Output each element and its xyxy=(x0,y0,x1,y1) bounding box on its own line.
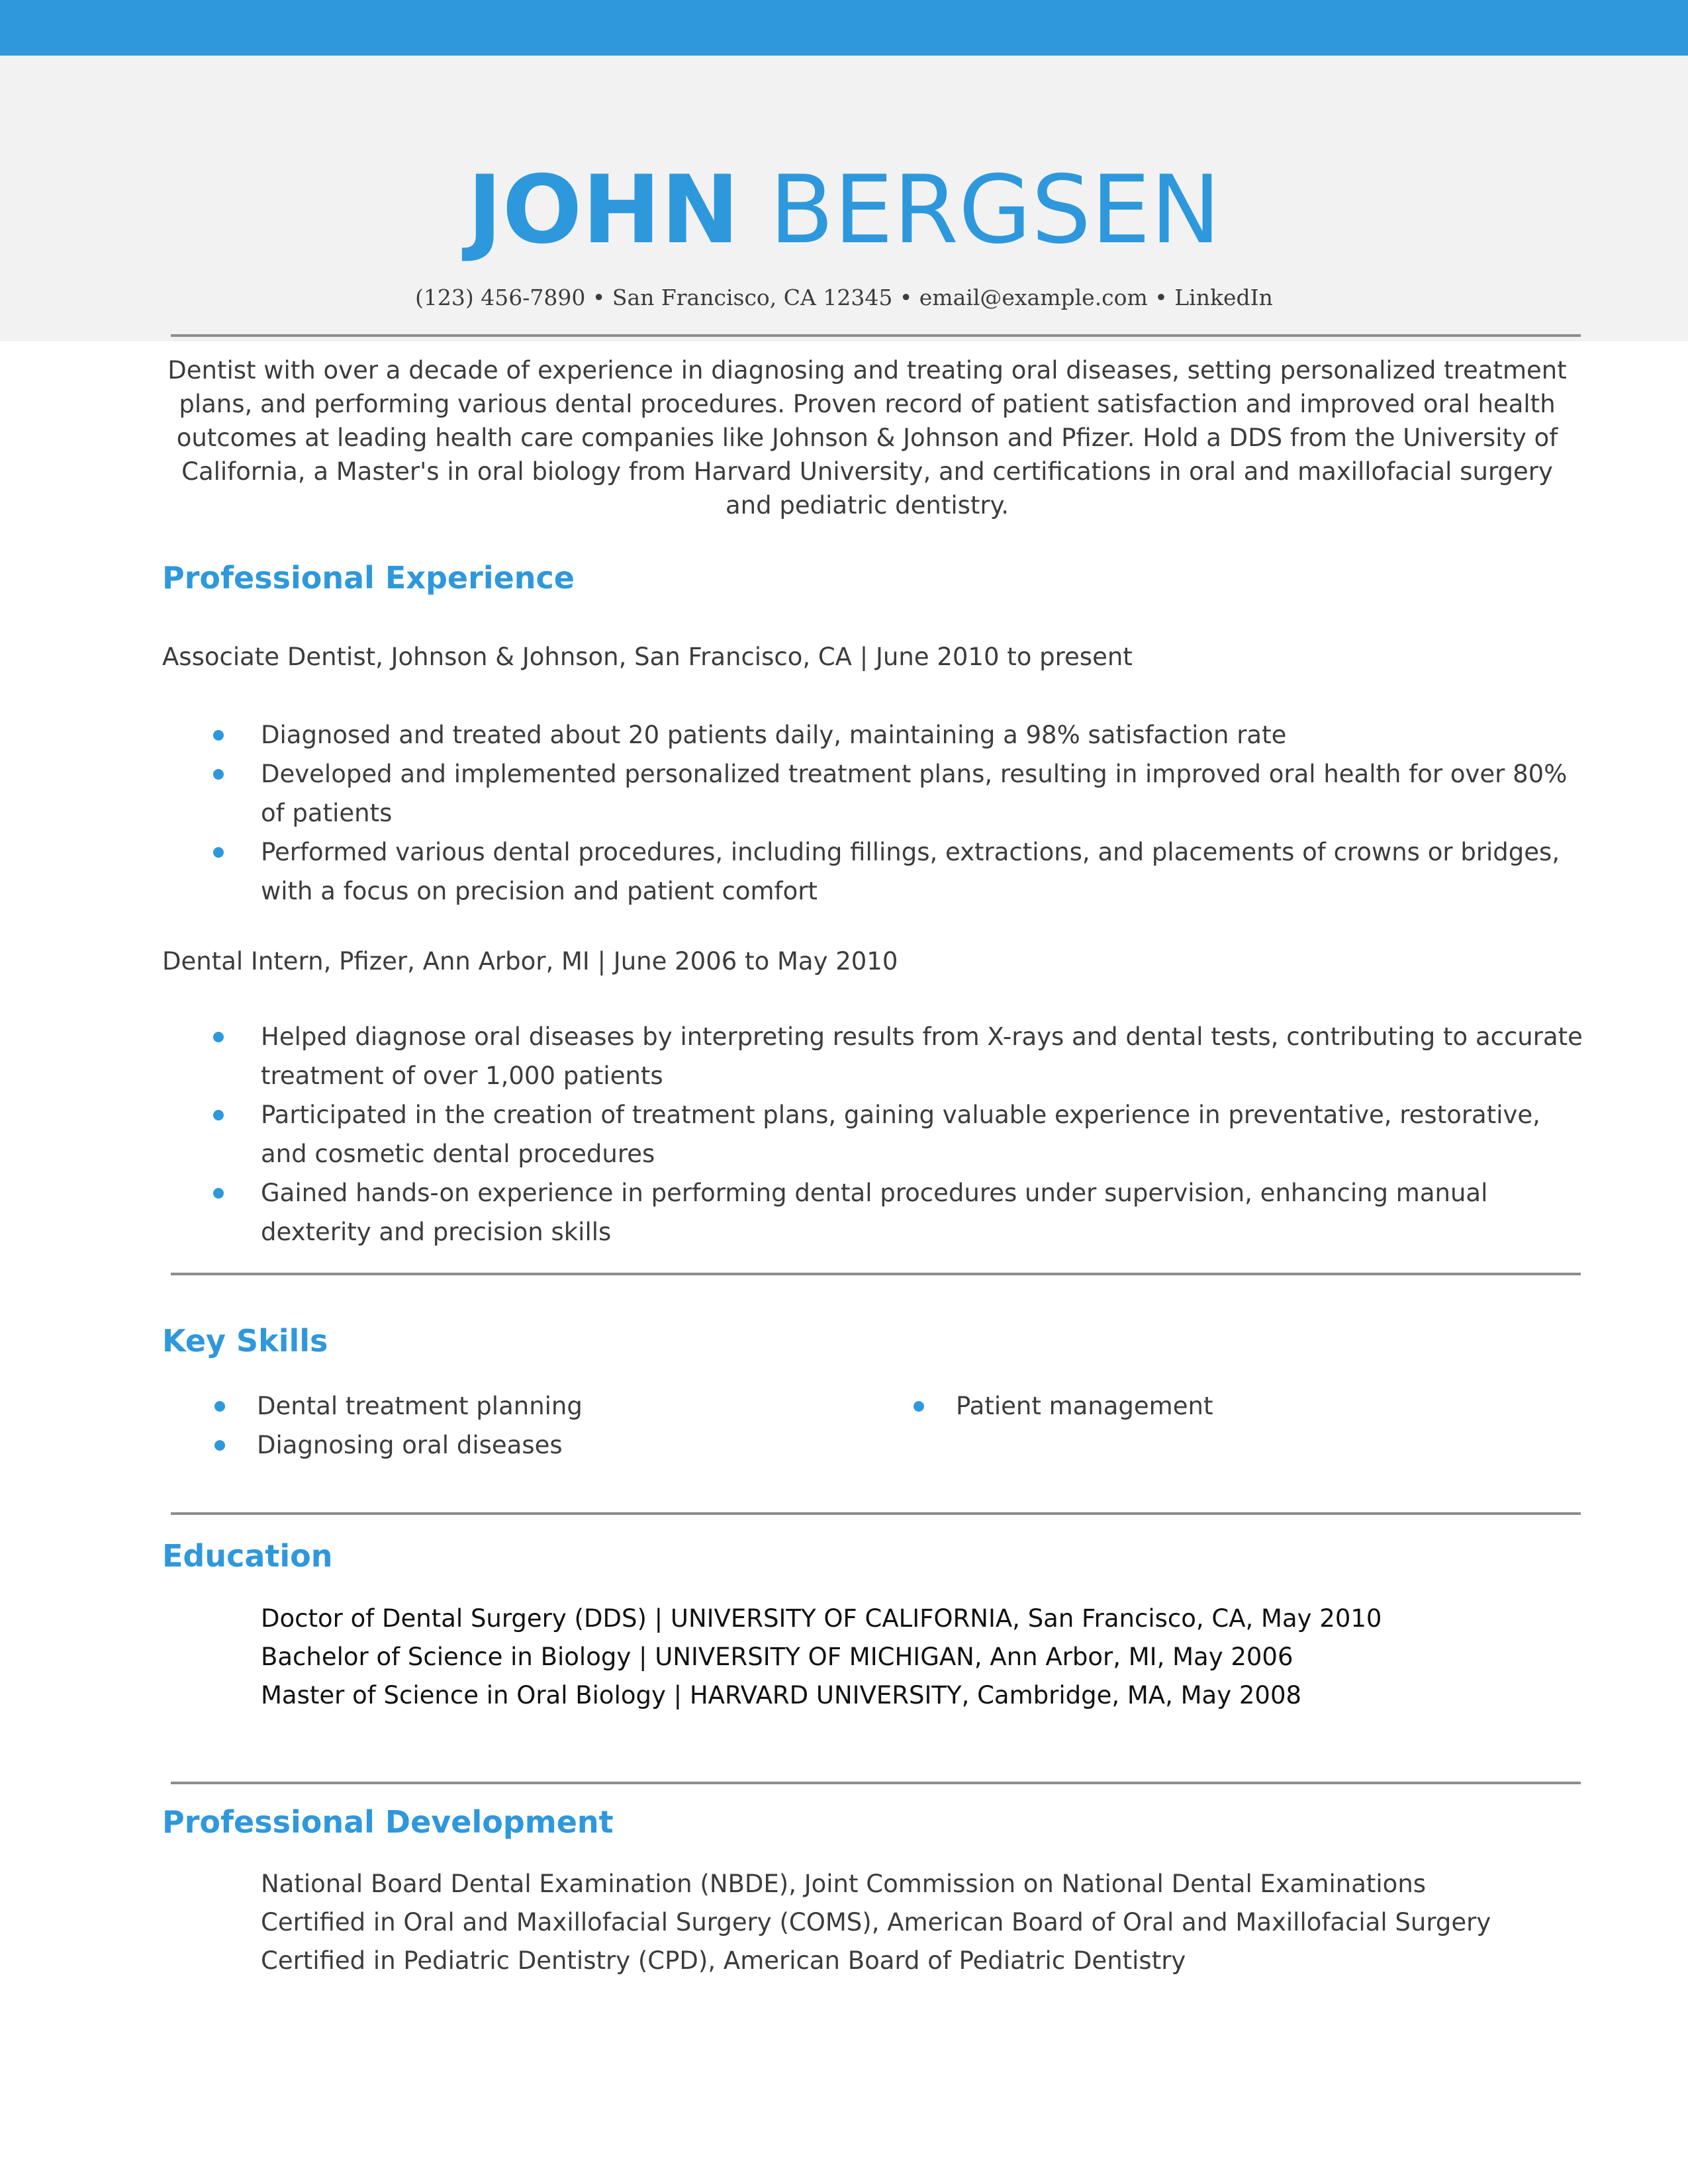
bullet-text: Participated in the creation of treatment plans, gaining valuable experience in preventative, restorative, and cosmetic dental procedures xyxy=(261,1101,1540,1168)
list-item xyxy=(205,833,1589,911)
list-item: Certified in Oral and Maxillofacial Surgery (COMS), American Board of Oral and Maxillofacial Surgery xyxy=(261,1908,1491,1936)
divider xyxy=(171,334,1581,337)
contact-line: (123) 456-7890 • San Francisco, CA 12345 • email@example.com • LinkedIn xyxy=(415,285,1273,310)
bullet-dot-icon xyxy=(213,847,224,858)
bullet-dot-icon xyxy=(214,1401,225,1412)
bullet-text: Helped diagnose oral diseases by interpreting results from X-rays and dental tests, contributing to accurate treatment of over 1,000 patients xyxy=(261,1023,1583,1090)
skills-column-right xyxy=(908,1387,1213,1426)
bullet-dot-icon xyxy=(213,769,224,780)
last-name: BERGSEN xyxy=(769,156,1221,265)
list-item xyxy=(209,1387,583,1426)
section-title-skills: Key Skills xyxy=(162,1323,328,1359)
bullet-dot-icon xyxy=(214,1440,225,1451)
skill-text: Dental treatment planning xyxy=(257,1392,583,1420)
development-list xyxy=(261,1865,1585,1980)
bullet-dot-icon xyxy=(213,1188,224,1199)
list-item xyxy=(205,754,1589,833)
list-item xyxy=(209,1426,583,1465)
divider xyxy=(171,1782,1581,1784)
candidate-name xyxy=(0,151,1688,270)
list-item xyxy=(205,1017,1589,1095)
list-item: National Board Dental Examination (NBDE), Joint Commission on National Dental Examinations xyxy=(261,1870,1427,1898)
list-item: Bachelor of Science in Biology | UNIVERSITY OF MICHIGAN, Ann Arbor, MI, May 2006 xyxy=(261,1643,1293,1671)
bullet-text: Gained hands-on experience in performing dental procedures under supervision, enhancing manual dexterity and precision skills xyxy=(261,1179,1488,1246)
list-item: Doctor of Dental Surgery (DDS) | UNIVERSITY OF CALIFORNIA, San Francisco, CA, May 2010 xyxy=(261,1604,1382,1633)
list-item xyxy=(205,1173,1589,1251)
list-item: Certified in Pediatric Dentistry (CPD), American Board of Pediatric Dentistry xyxy=(261,1946,1186,1975)
list-item xyxy=(205,1095,1589,1173)
skills-column-left xyxy=(209,1387,583,1465)
list-item xyxy=(908,1387,1213,1426)
bullet-text: Diagnosed and treated about 20 patients daily, maintaining a 98% satisfaction rate xyxy=(261,721,1287,749)
section-title-experience: Professional Experience xyxy=(162,560,575,596)
skill-text: Diagnosing oral diseases xyxy=(257,1431,563,1459)
bullet-dot-icon xyxy=(213,1110,224,1120)
list-item xyxy=(205,715,1589,754)
list-item: Master of Science in Oral Biology | HARVARD UNIVERSITY, Cambridge, MA, May 2008 xyxy=(261,1681,1302,1709)
divider xyxy=(171,1273,1581,1275)
divider xyxy=(171,1512,1581,1515)
top-accent-bar xyxy=(0,0,1688,56)
skill-text: Patient management xyxy=(956,1392,1213,1420)
bullet-text: Performed various dental procedures, including fillings, extractions, and placements of crowns or bridges, with a focus on precision and patient comfort xyxy=(261,838,1560,905)
job-bullets xyxy=(205,1017,1589,1251)
job-heading: Dental Intern, Pfizer, Ann Arbor, MI | June 2006 to May 2010 xyxy=(162,947,898,976)
bullet-text: Developed and implemented personalized treatment plans, resulting in improved oral health for over 80% of patients xyxy=(261,760,1568,827)
bullet-dot-icon xyxy=(213,1032,224,1042)
section-title-development: Professional Development xyxy=(162,1804,614,1840)
job-bullets xyxy=(205,715,1589,911)
education-list xyxy=(261,1600,1585,1715)
bullet-dot-icon xyxy=(914,1401,924,1412)
summary-paragraph: Dentist with over a decade of experience in diagnosing and treating oral diseases, setting personalized treatment plans, and performing various dental procedures. Proven record of patient satisfaction and improved oral health outcomes at leading health care companies like Johnson & Johnson and Pfizer. Hold a DDS from the University of California, a Master's in oral biology from Harvard University, and certifications in oral and maxillofacial surgery and pediatric dentistry. xyxy=(167,356,1567,520)
first-name: JOHN xyxy=(467,156,740,265)
section-title-education: Education xyxy=(162,1538,333,1574)
bullet-dot-icon xyxy=(213,730,224,741)
job-heading: Associate Dentist, Johnson & Johnson, San Francisco, CA | June 2010 to present xyxy=(162,643,1133,671)
